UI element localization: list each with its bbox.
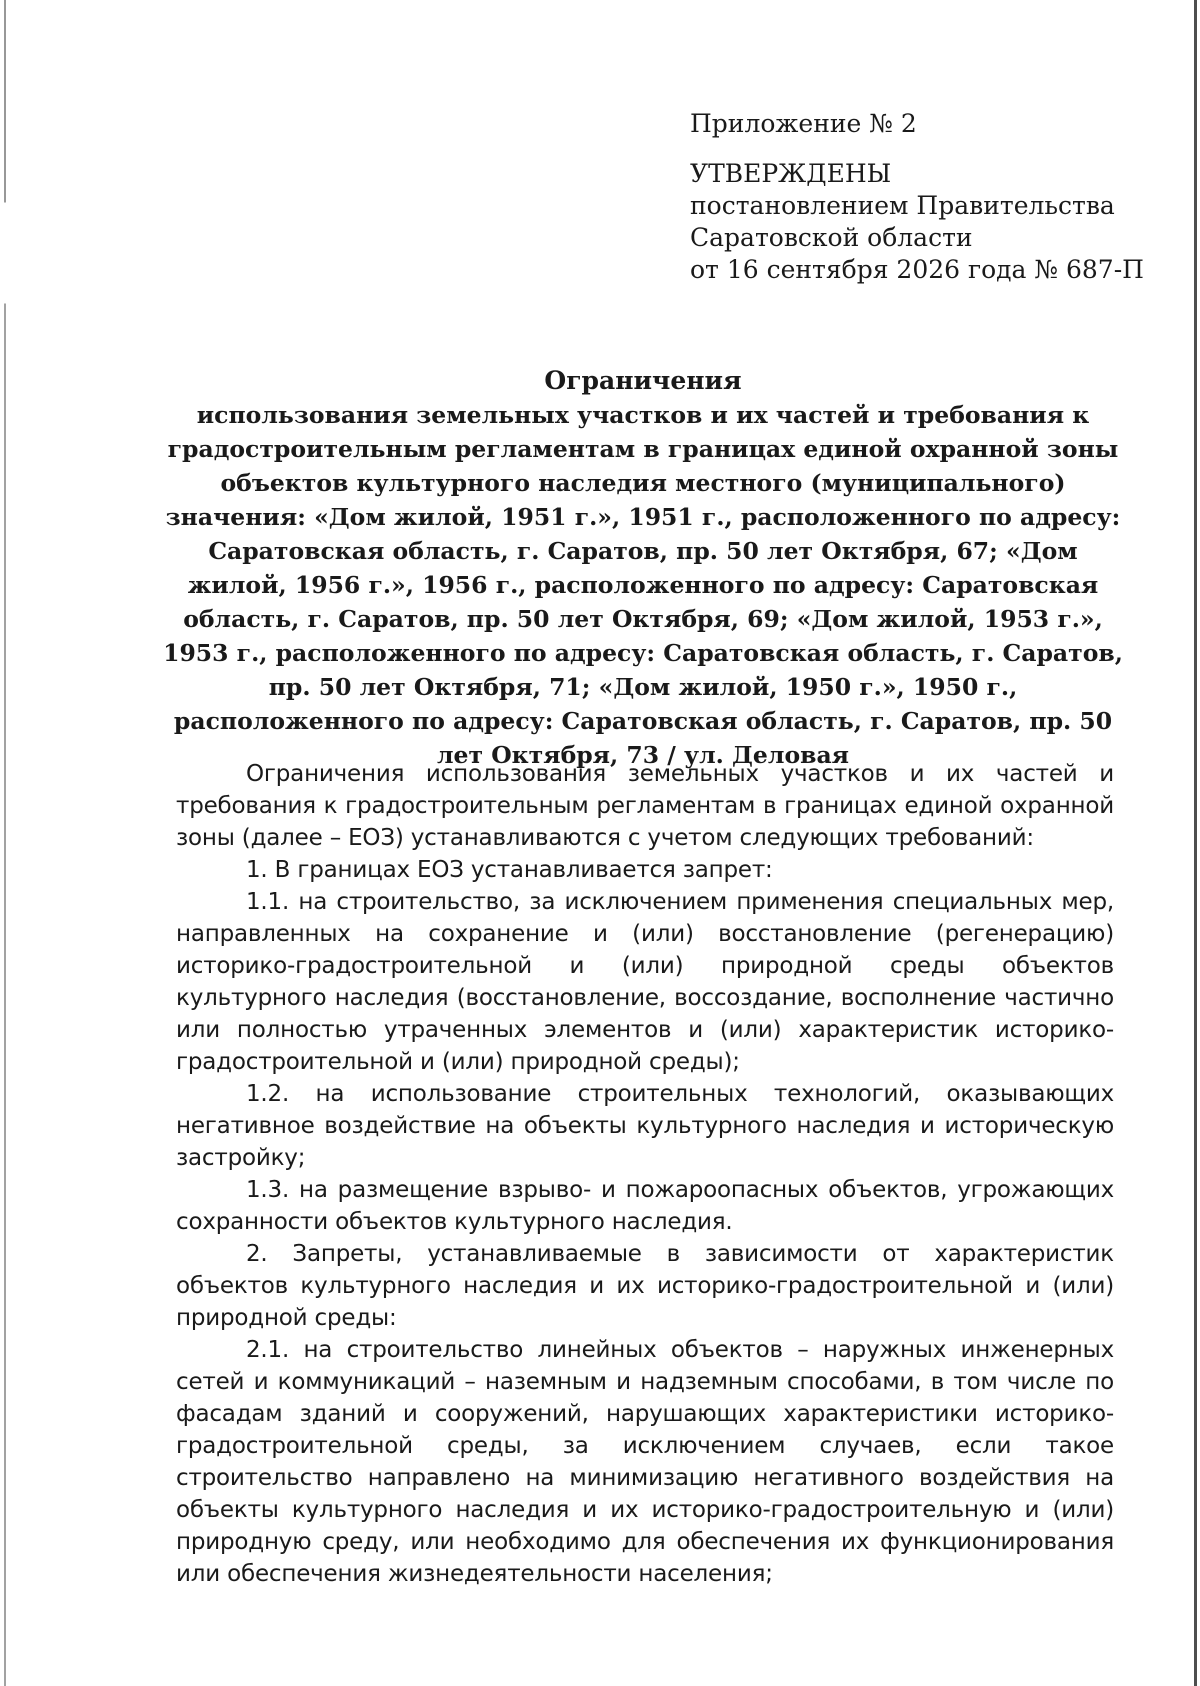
approval-line-1: постановлением Правительства (690, 191, 1115, 220)
approval-line-2: Саратовской области (690, 223, 973, 252)
document-title (160, 364, 1126, 772)
annex-number: Приложение № 2 (690, 109, 917, 138)
body-paragraph-1-1: 1.1. на строительство, за исключением применения специальных мер, направленных на сохранение и (или) восстановление (регенерацию) историко-градостроительной и (или) природной среды объектов культурного наследия (восстановление, воссоздание, восполнение частично или полностью утраченных элементов и (или) характеристик историко-градостроительной и (или) природной среды); (176, 889, 1114, 1075)
document-body (176, 758, 1114, 1590)
body-paragraph-1: 1. В границах ЕОЗ устанавливается запрет: (246, 857, 773, 883)
body-paragraph-1-3: 1.3. на размещение взрыво- и пожароопасных объектов, угрожающих сохранности объектов культурного наследия. (176, 1177, 1114, 1235)
body-paragraph-2-1: 2.1. на строительство линейных объектов – наружных инженерных сетей и коммуникаций – наземным и надземным способами, в том числе по фасадам зданий и сооружений, нарушающих характеристики историко-градостроительной среды, за исключением случаев, если такое строительство направлено на минимизацию негативного воздействия на объекты культурного наследия и их историко-градостроительную и (или) природную среду, или необходимо для обеспечения их функционирования или обеспечения жизнедеятельности населения; (176, 1337, 1114, 1587)
body-paragraph-intro: Ограничения использования земельных участков и их частей и требования к градостроительным регламентам в границах единой охранной зоны (далее – ЕОЗ) устанавливаются с учетом следующих требований: (176, 761, 1114, 851)
approval-block (690, 108, 1150, 286)
title-heading: Ограничения (544, 366, 742, 395)
approved-label: УТВЕРЖДЕНЫ (690, 159, 892, 188)
title-text: использования земельных участков и их частей и требования к градостроительным регламентам в границах единой охранной зоны объектов культурного наследия местного (муниципального) значения: «Дом жилой, 1951 г.», 1951 г., расположенного по адресу: Саратовская область, г. Саратов, пр. 50 лет Октября, 67; «Дом жилой, 1956 г.», 1956 г., расположенного по адресу: Саратовская область, г. Саратов, пр. 50 лет Октября, 69; «Дом жилой, 1953 г.», 1953 г., расположенного по адресу: Саратовская область, г. Саратов, пр. 50 лет Октября, 71; «Дом жилой, 1950 г.», 1950 г., расположенного по адресу: Саратовская область, г. Саратов, пр. 50 лет Октября, 73 / ул. Деловая (163, 401, 1123, 769)
body-paragraph-1-2: 1.2. на использование строительных технологий, оказывающих негативное воздействие на объекты культурного наследия и историческую застройку; (176, 1081, 1114, 1171)
scan-edge-left (4, 0, 6, 1686)
body-paragraph-2: 2. Запреты, устанавливаемые в зависимости от характеристик объектов культурного наследия и их историко-градостроительной и (или) природной среды: (176, 1241, 1114, 1331)
approval-line-3: от 16 сентября 2026 года № 687-П (690, 255, 1144, 284)
scan-edge-right (1194, 0, 1197, 1686)
